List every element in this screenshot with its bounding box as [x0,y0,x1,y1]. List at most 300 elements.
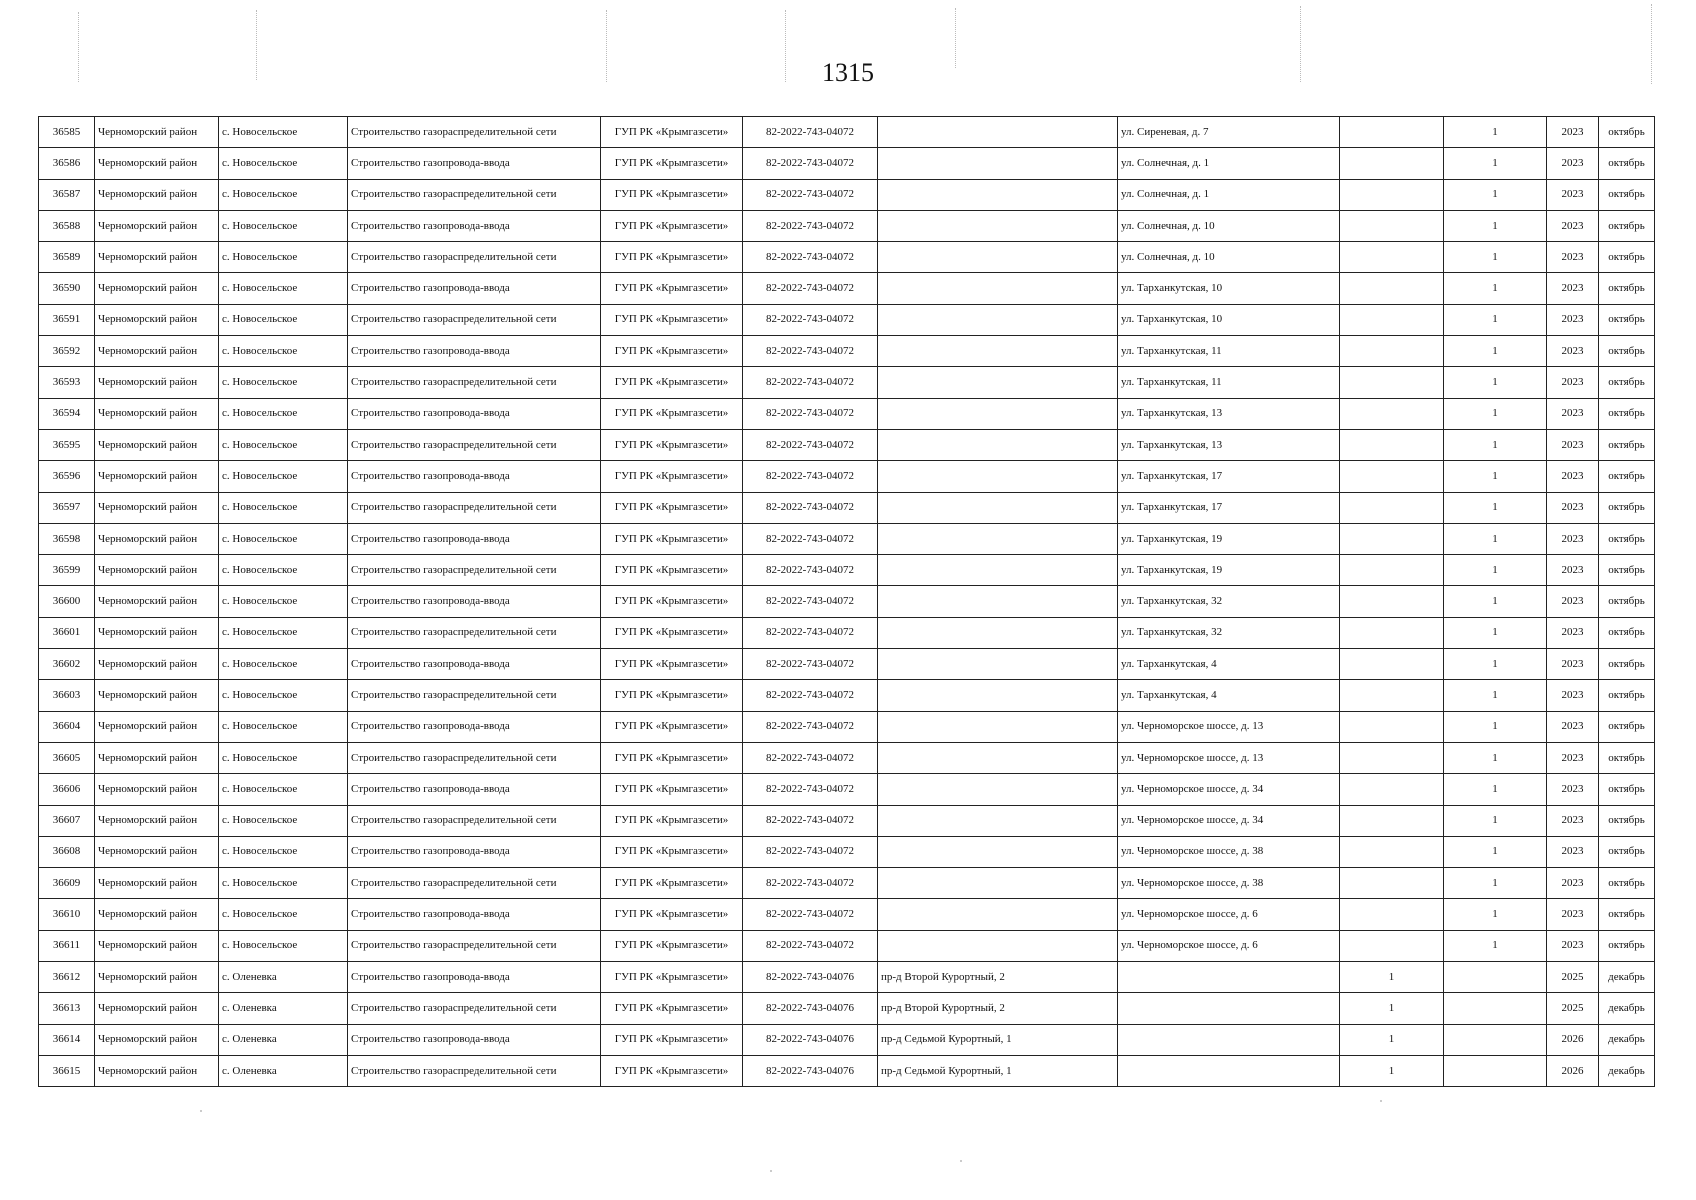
address-b-cell: ул. Тарханкутская, 13 [1118,398,1340,429]
table-body [39,117,1655,1087]
quantity-b-cell: 1 [1444,273,1547,304]
year-cell: 2025 [1547,962,1599,993]
address-b-cell: ул. Тарханкутская, 19 [1118,555,1340,586]
settlement-cell: с. Оленевка [219,993,348,1024]
quantity-b-cell [1444,1024,1547,1055]
year-cell: 2023 [1547,398,1599,429]
address-a-cell: пр-д Второй Курортный, 2 [878,993,1118,1024]
district-cell: Черноморский район [95,242,219,273]
settlement-cell: с. Новосельское [219,899,348,930]
year-cell: 2023 [1547,868,1599,899]
table-row [39,210,1655,241]
row-number: 36605 [39,742,95,773]
year-cell: 2023 [1547,899,1599,930]
address-a-cell [878,148,1118,179]
code-cell: 82-2022-743-04072 [743,210,878,241]
address-b-cell: ул. Сиреневая, д. 7 [1118,117,1340,148]
month-cell: октябрь [1599,492,1655,523]
year-cell: 2023 [1547,586,1599,617]
address-b-cell: ул. Тарханкутская, 17 [1118,492,1340,523]
year-cell: 2025 [1547,993,1599,1024]
work-type-cell: Строительство газораспределительной сети [348,179,601,210]
scan-speck [200,1110,202,1112]
organization-cell: ГУП РК «Крымгазсети» [601,242,743,273]
code-cell: 82-2022-743-04072 [743,492,878,523]
organization-cell: ГУП РК «Крымгазсети» [601,273,743,304]
table-row [39,242,1655,273]
code-cell: 82-2022-743-04072 [743,367,878,398]
address-a-cell [878,336,1118,367]
year-cell: 2023 [1547,711,1599,742]
address-b-cell: ул. Тарханкутская, 11 [1118,336,1340,367]
row-number: 36587 [39,179,95,210]
quantity-b-cell: 1 [1444,179,1547,210]
address-b-cell: ул. Черноморское шоссе, д. 13 [1118,742,1340,773]
settlement-cell: с. Новосельское [219,398,348,429]
address-a-cell [878,398,1118,429]
row-number: 36593 [39,367,95,398]
settlement-cell: с. Новосельское [219,273,348,304]
quantity-a-cell: 1 [1340,962,1444,993]
row-number: 36603 [39,680,95,711]
address-a-cell [878,774,1118,805]
quantity-b-cell: 1 [1444,336,1547,367]
year-cell: 2023 [1547,836,1599,867]
settlement-cell: с. Новосельское [219,555,348,586]
quantity-b-cell: 1 [1444,148,1547,179]
table-row [39,617,1655,648]
row-number: 36611 [39,930,95,961]
district-cell: Черноморский район [95,1055,219,1086]
work-type-cell: Строительство газопровода-ввода [348,649,601,680]
organization-cell: ГУП РК «Крымгазсети» [601,555,743,586]
settlement-cell: с. Новосельское [219,774,348,805]
organization-cell: ГУП РК «Крымгазсети» [601,993,743,1024]
organization-cell: ГУП РК «Крымгазсети» [601,899,743,930]
quantity-a-cell [1340,367,1444,398]
table-row [39,680,1655,711]
address-b-cell: ул. Солнечная, д. 10 [1118,242,1340,273]
district-cell: Черноморский район [95,774,219,805]
table-row [39,742,1655,773]
address-a-cell [878,805,1118,836]
address-a-cell [878,742,1118,773]
district-cell: Черноморский район [95,210,219,241]
address-a-cell [878,711,1118,742]
code-cell: 82-2022-743-04072 [743,336,878,367]
address-b-cell: ул. Черноморское шоссе, д. 6 [1118,899,1340,930]
quantity-b-cell: 1 [1444,367,1547,398]
organization-cell: ГУП РК «Крымгазсети» [601,649,743,680]
year-cell: 2023 [1547,336,1599,367]
year-cell: 2026 [1547,1024,1599,1055]
settlement-cell: с. Новосельское [219,805,348,836]
table-row [39,1024,1655,1055]
quantity-b-cell: 1 [1444,649,1547,680]
work-type-cell: Строительство газопровода-ввода [348,836,601,867]
organization-cell: ГУП РК «Крымгазсети» [601,836,743,867]
address-a-cell [878,210,1118,241]
organization-cell: ГУП РК «Крымгазсети» [601,492,743,523]
code-cell: 82-2022-743-04072 [743,273,878,304]
district-cell: Черноморский район [95,742,219,773]
quantity-a-cell [1340,461,1444,492]
quantity-a-cell [1340,742,1444,773]
code-cell: 82-2022-743-04072 [743,461,878,492]
address-b-cell: ул. Тарханкутская, 4 [1118,680,1340,711]
settlement-cell: с. Оленевка [219,962,348,993]
address-a-cell [878,273,1118,304]
table-row [39,711,1655,742]
scan-speck [1380,1100,1382,1102]
row-number: 36607 [39,805,95,836]
month-cell: октябрь [1599,649,1655,680]
quantity-a-cell [1340,148,1444,179]
address-a-cell [878,304,1118,335]
month-cell: октябрь [1599,179,1655,210]
table-row [39,805,1655,836]
page-number: 1315 [822,58,874,87]
quantity-b-cell: 1 [1444,429,1547,460]
row-number: 36585 [39,117,95,148]
organization-cell: ГУП РК «Крымгазсети» [601,1024,743,1055]
quantity-a-cell: 1 [1340,1055,1444,1086]
address-b-cell [1118,1055,1340,1086]
scan-speck [960,1160,962,1162]
code-cell: 82-2022-743-04076 [743,1055,878,1086]
quantity-b-cell: 1 [1444,586,1547,617]
work-type-cell: Строительство газораспределительной сети [348,242,601,273]
address-a-cell [878,836,1118,867]
row-number: 36595 [39,429,95,460]
address-b-cell [1118,993,1340,1024]
quantity-b-cell: 1 [1444,617,1547,648]
year-cell: 2023 [1547,649,1599,680]
code-cell: 82-2022-743-04072 [743,586,878,617]
code-cell: 82-2022-743-04072 [743,868,878,899]
work-type-cell: Строительство газораспределительной сети [348,117,601,148]
quantity-b-cell [1444,962,1547,993]
month-cell: декабрь [1599,993,1655,1024]
work-type-cell: Строительство газораспределительной сети [348,742,601,773]
settlement-cell: с. Новосельское [219,367,348,398]
code-cell: 82-2022-743-04072 [743,805,878,836]
quantity-a-cell [1340,304,1444,335]
month-cell: октябрь [1599,680,1655,711]
address-b-cell: ул. Солнечная, д. 1 [1118,179,1340,210]
code-cell: 82-2022-743-04072 [743,304,878,335]
row-number: 36606 [39,774,95,805]
address-a-cell [878,930,1118,961]
settlement-cell: с. Новосельское [219,304,348,335]
quantity-a-cell [1340,273,1444,304]
district-cell: Черноморский район [95,429,219,460]
address-b-cell: ул. Черноморское шоссе, д. 38 [1118,836,1340,867]
year-cell: 2023 [1547,179,1599,210]
year-cell: 2023 [1547,617,1599,648]
address-a-cell [878,523,1118,554]
row-number: 36615 [39,1055,95,1086]
code-cell: 82-2022-743-04072 [743,398,878,429]
organization-cell: ГУП РК «Крымгазсети» [601,398,743,429]
district-cell: Черноморский район [95,805,219,836]
settlement-cell: с. Новосельское [219,617,348,648]
scan-speck [770,1170,772,1172]
work-type-cell: Строительство газораспределительной сети [348,1055,601,1086]
work-type-cell: Строительство газопровода-ввода [348,899,601,930]
work-type-cell: Строительство газораспределительной сети [348,868,601,899]
quantity-b-cell: 1 [1444,117,1547,148]
code-cell: 82-2022-743-04072 [743,429,878,460]
row-number: 36590 [39,273,95,304]
organization-cell: ГУП РК «Крымгазсети» [601,1055,743,1086]
address-a-cell [878,179,1118,210]
table-row [39,899,1655,930]
month-cell: октябрь [1599,304,1655,335]
work-type-cell: Строительство газораспределительной сети [348,429,601,460]
table-row [39,273,1655,304]
code-cell: 82-2022-743-04072 [743,774,878,805]
code-cell: 82-2022-743-04076 [743,962,878,993]
table-row [39,461,1655,492]
district-cell: Черноморский район [95,273,219,304]
work-type-cell: Строительство газопровода-ввода [348,210,601,241]
address-b-cell: ул. Черноморское шоссе, д. 38 [1118,868,1340,899]
quantity-b-cell [1444,993,1547,1024]
year-cell: 2023 [1547,304,1599,335]
quantity-a-cell [1340,805,1444,836]
settlement-cell: с. Новосельское [219,711,348,742]
quantity-b-cell: 1 [1444,930,1547,961]
code-cell: 82-2022-743-04072 [743,148,878,179]
code-cell: 82-2022-743-04072 [743,930,878,961]
quantity-a-cell [1340,680,1444,711]
data-table [38,116,1655,1087]
organization-cell: ГУП РК «Крымгазсети» [601,774,743,805]
quantity-a-cell [1340,523,1444,554]
work-type-cell: Строительство газопровода-ввода [348,711,601,742]
address-a-cell [878,555,1118,586]
code-cell: 82-2022-743-04072 [743,680,878,711]
table-row [39,836,1655,867]
month-cell: октябрь [1599,742,1655,773]
address-b-cell: ул. Тарханкутская, 17 [1118,461,1340,492]
district-cell: Черноморский район [95,868,219,899]
table-row [39,179,1655,210]
quantity-a-cell [1340,711,1444,742]
work-type-cell: Строительство газораспределительной сети [348,492,601,523]
row-number: 36608 [39,836,95,867]
quantity-b-cell: 1 [1444,774,1547,805]
quantity-a-cell [1340,210,1444,241]
district-cell: Черноморский район [95,398,219,429]
district-cell: Черноморский район [95,304,219,335]
month-cell: декабрь [1599,1055,1655,1086]
month-cell: октябрь [1599,523,1655,554]
year-cell: 2023 [1547,805,1599,836]
settlement-cell: с. Оленевка [219,1055,348,1086]
organization-cell: ГУП РК «Крымгазсети» [601,742,743,773]
code-cell: 82-2022-743-04072 [743,179,878,210]
quantity-a-cell: 1 [1340,1024,1444,1055]
work-type-cell: Строительство газопровода-ввода [348,962,601,993]
settlement-cell: с. Новосельское [219,461,348,492]
address-a-cell [878,617,1118,648]
row-number: 36610 [39,899,95,930]
table-row [39,336,1655,367]
organization-cell: ГУП РК «Крымгазсети» [601,523,743,554]
code-cell: 82-2022-743-04076 [743,993,878,1024]
month-cell: октябрь [1599,117,1655,148]
district-cell: Черноморский район [95,1024,219,1055]
work-type-cell: Строительство газопровода-ввода [348,774,601,805]
code-cell: 82-2022-743-04072 [743,242,878,273]
month-cell: октябрь [1599,868,1655,899]
organization-cell: ГУП РК «Крымгазсети» [601,429,743,460]
row-number: 36594 [39,398,95,429]
month-cell: октябрь [1599,398,1655,429]
row-number: 36614 [39,1024,95,1055]
organization-cell: ГУП РК «Крымгазсети» [601,304,743,335]
row-number: 36613 [39,993,95,1024]
work-type-cell: Строительство газораспределительной сети [348,680,601,711]
row-number: 36604 [39,711,95,742]
address-a-cell: пр-д Седьмой Курортный, 1 [878,1055,1118,1086]
address-a-cell [878,586,1118,617]
address-b-cell: ул. Тарханкутская, 32 [1118,617,1340,648]
district-cell: Черноморский район [95,492,219,523]
settlement-cell: с. Новосельское [219,179,348,210]
month-cell: октябрь [1599,805,1655,836]
year-cell: 2023 [1547,367,1599,398]
work-type-cell: Строительство газораспределительной сети [348,805,601,836]
month-cell: октябрь [1599,899,1655,930]
quantity-b-cell: 1 [1444,492,1547,523]
month-cell: октябрь [1599,617,1655,648]
month-cell: октябрь [1599,555,1655,586]
table-row [39,930,1655,961]
district-cell: Черноморский район [95,523,219,554]
year-cell: 2023 [1547,742,1599,773]
quantity-a-cell [1340,930,1444,961]
month-cell: октябрь [1599,210,1655,241]
table-row [39,649,1655,680]
organization-cell: ГУП РК «Крымгазсети» [601,711,743,742]
code-cell: 82-2022-743-04072 [743,617,878,648]
district-cell: Черноморский район [95,117,219,148]
month-cell: октябрь [1599,930,1655,961]
district-cell: Черноморский район [95,993,219,1024]
address-a-cell [878,868,1118,899]
quantity-b-cell: 1 [1444,461,1547,492]
month-cell: декабрь [1599,1024,1655,1055]
work-type-cell: Строительство газораспределительной сети [348,617,601,648]
settlement-cell: с. Оленевка [219,1024,348,1055]
quantity-a-cell: 1 [1340,993,1444,1024]
quantity-a-cell [1340,242,1444,273]
table-row [39,367,1655,398]
organization-cell: ГУП РК «Крымгазсети» [601,805,743,836]
quantity-b-cell: 1 [1444,805,1547,836]
organization-cell: ГУП РК «Крымгазсети» [601,586,743,617]
quantity-a-cell [1340,492,1444,523]
settlement-cell: с. Новосельское [219,649,348,680]
year-cell: 2023 [1547,210,1599,241]
settlement-cell: с. Новосельское [219,680,348,711]
work-type-cell: Строительство газопровода-ввода [348,523,601,554]
work-type-cell: Строительство газораспределительной сети [348,367,601,398]
table-row [39,398,1655,429]
table-row [39,962,1655,993]
address-b-cell: ул. Черноморское шоссе, д. 6 [1118,930,1340,961]
district-cell: Черноморский район [95,586,219,617]
work-type-cell: Строительство газораспределительной сети [348,930,601,961]
code-cell: 82-2022-743-04072 [743,711,878,742]
table-row [39,868,1655,899]
organization-cell: ГУП РК «Крымгазсети» [601,868,743,899]
quantity-b-cell: 1 [1444,742,1547,773]
district-cell: Черноморский район [95,336,219,367]
year-cell: 2023 [1547,429,1599,460]
work-type-cell: Строительство газораспределительной сети [348,555,601,586]
address-b-cell: ул. Черноморское шоссе, д. 34 [1118,774,1340,805]
row-number: 36586 [39,148,95,179]
address-b-cell [1118,962,1340,993]
organization-cell: ГУП РК «Крымгазсети» [601,117,743,148]
month-cell: октябрь [1599,273,1655,304]
quantity-a-cell [1340,868,1444,899]
code-cell: 82-2022-743-04076 [743,1024,878,1055]
quantity-b-cell: 1 [1444,555,1547,586]
quantity-b-cell: 1 [1444,868,1547,899]
address-a-cell: пр-д Второй Курортный, 2 [878,962,1118,993]
address-a-cell [878,242,1118,273]
organization-cell: ГУП РК «Крымгазсети» [601,680,743,711]
row-number: 36588 [39,210,95,241]
code-cell: 82-2022-743-04072 [743,555,878,586]
address-b-cell: ул. Черноморское шоссе, д. 13 [1118,711,1340,742]
address-b-cell: ул. Черноморское шоссе, д. 34 [1118,805,1340,836]
row-number: 36600 [39,586,95,617]
table-row [39,117,1655,148]
quantity-a-cell [1340,336,1444,367]
address-b-cell: ул. Тарханкутская, 10 [1118,273,1340,304]
quantity-a-cell [1340,774,1444,805]
work-type-cell: Строительство газопровода-ввода [348,336,601,367]
work-type-cell: Строительство газопровода-ввода [348,273,601,304]
quantity-b-cell: 1 [1444,242,1547,273]
quantity-b-cell: 1 [1444,304,1547,335]
settlement-cell: с. Новосельское [219,868,348,899]
month-cell: октябрь [1599,461,1655,492]
code-cell: 82-2022-743-04072 [743,523,878,554]
district-cell: Черноморский район [95,930,219,961]
year-cell: 2023 [1547,117,1599,148]
row-number: 36609 [39,868,95,899]
settlement-cell: с. Новосельское [219,210,348,241]
table-row [39,774,1655,805]
month-cell: октябрь [1599,429,1655,460]
row-number: 36591 [39,304,95,335]
district-cell: Черноморский район [95,555,219,586]
organization-cell: ГУП РК «Крымгазсети» [601,179,743,210]
settlement-cell: с. Новосельское [219,586,348,617]
work-type-cell: Строительство газопровода-ввода [348,461,601,492]
year-cell: 2023 [1547,930,1599,961]
work-type-cell: Строительство газопровода-ввода [348,148,601,179]
settlement-cell: с. Новосельское [219,523,348,554]
month-cell: октябрь [1599,367,1655,398]
